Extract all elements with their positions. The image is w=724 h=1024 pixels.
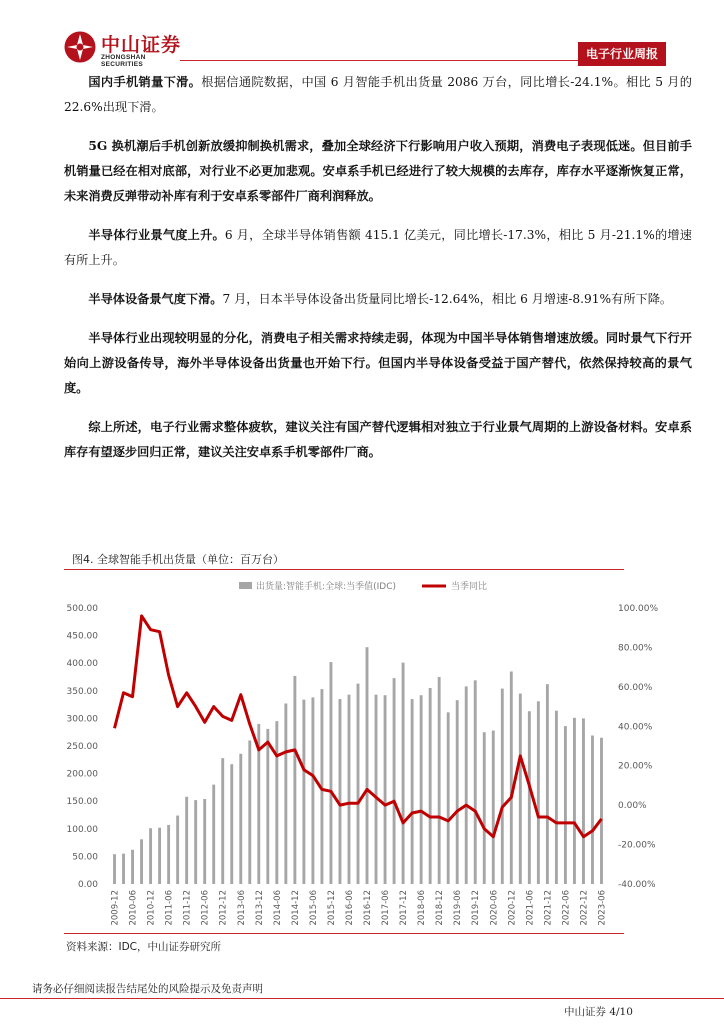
shipment-bar (239, 754, 242, 884)
shipment-bar (420, 695, 423, 884)
shipment-bar (248, 740, 251, 884)
x-axis-tick-label: 2010-12 (146, 890, 157, 926)
source-divider (64, 933, 624, 934)
shipment-bar (311, 697, 314, 884)
left-axis-tick-label: 100.00 (66, 824, 98, 835)
chart-svg (64, 572, 659, 932)
x-axis-tick-label: 2014-12 (290, 890, 301, 926)
shipment-bar (375, 695, 378, 884)
paragraph (64, 134, 692, 209)
shipment-bar (384, 695, 387, 884)
shipment-bar (185, 797, 188, 884)
legend-swatch-bar (239, 582, 252, 589)
shipment-bar (302, 700, 305, 884)
right-axis-tick-label: 20.00% (618, 761, 653, 772)
x-axis-tick-label: 2013-12 (254, 890, 265, 926)
shipment-bar (194, 800, 197, 884)
shipment-bar (122, 854, 125, 884)
shipment-bar (176, 816, 179, 884)
shipment-bar (330, 662, 333, 884)
x-axis-tick-label: 2022-12 (579, 890, 590, 926)
x-axis-tick-label: 2009-12 (110, 890, 121, 926)
paragraph-lead: 5G 换机潮后手机创新放缓抑制换机需求，叠加全球经济下行影响用户收入预期，消费电子表现低迷。但目前手机销量已经在相对底部，对行业不必更加悲观。安卓系手机已经进行了较大规模的去库存，库存水平逐渐恢复正常，未来消费反弹带动补库有利于安卓系零部件厂商利润释放。 (64, 139, 692, 203)
shipment-bar (348, 695, 351, 884)
logo-mark-icon (64, 31, 96, 63)
footer-divider (0, 998, 724, 999)
shipment-bar (582, 718, 585, 884)
x-axis-tick-label: 2022-06 (561, 890, 572, 926)
left-axis-tick-label: 350.00 (66, 686, 98, 697)
shipment-bar (456, 700, 459, 884)
paragraph-text: 7 月，日本半导体设备出货量同比增长-12.64%，相比 6 月增速-8.91%有所下降。 (222, 292, 673, 306)
page-number: 中山证券 4/10 (564, 1006, 633, 1018)
x-axis-tick-label: 2016-06 (344, 890, 355, 926)
shipment-bar (555, 711, 558, 884)
paragraph-lead: 半导体设备景气度下滑。 (88, 292, 223, 306)
shipment-bar (275, 721, 278, 884)
x-axis-tick-label: 2011-06 (164, 890, 175, 926)
shipment-bar (149, 828, 152, 884)
right-axis-tick-label: 40.00% (618, 722, 653, 733)
x-axis-tick-label: 2013-06 (236, 890, 247, 926)
brand-name-en: ZHONGSHAN SECURITIES (101, 54, 146, 68)
shipment-bar (492, 731, 495, 884)
shipment-bar (366, 647, 369, 884)
page-header (0, 0, 724, 70)
figure-divider (64, 569, 624, 570)
shipment-bar (339, 699, 342, 884)
x-axis-tick-label: 2021-12 (543, 890, 554, 926)
right-axis-tick-label: 60.00% (618, 682, 653, 693)
shipment-bar (140, 839, 143, 884)
figure-source: 资料来源：IDC，中山证券研究所 (66, 941, 222, 953)
paragraph-text: 6 月，全球半导体销售额 415.1 亿美元，同比增长-17.3%，相比 5 月-21.1%的增速有所上升。 (64, 228, 692, 267)
disclaimer: 请务必仔细阅读报告结尾处的风险提示及免责声明 (32, 983, 263, 995)
x-axis-tick-label: 2017-12 (399, 890, 410, 926)
shipment-bar (221, 758, 224, 884)
left-axis-tick-label: 450.00 (66, 631, 98, 642)
shipment-bar (203, 799, 206, 884)
shipment-bar (402, 663, 405, 884)
shipment-bar (483, 732, 486, 884)
left-axis-tick-label: 150.00 (66, 797, 98, 808)
right-axis-tick-label: 80.00% (618, 643, 653, 654)
shipment-bar (600, 738, 603, 884)
x-axis-tick-label: 2018-06 (417, 890, 428, 926)
report-body (64, 70, 692, 479)
x-axis-tick-label: 2015-12 (326, 890, 337, 926)
brand-name-cn: 中山证券 (101, 34, 182, 56)
paragraph-lead: 综上所述，电子行业需求整体疲软，建议关注有国产替代逻辑相对独立于行业景气周期的上游设备材料。安卓系库存有望逐步回归正常，建议关注安卓系手机零部件厂商。 (64, 420, 692, 459)
shipment-bar (411, 699, 414, 884)
shipment-bar (429, 688, 432, 884)
shipment-bar (537, 701, 540, 884)
shipment-bar (131, 850, 134, 884)
shipment-bar (230, 764, 233, 884)
x-axis-tick-label: 2021-06 (525, 890, 536, 926)
x-axis-tick-label: 2018-12 (435, 890, 446, 926)
shipment-bar (528, 711, 531, 884)
shipment-bar (284, 703, 287, 884)
x-axis-tick-label: 2020-12 (507, 890, 518, 926)
x-axis-tick-label: 2011-12 (182, 890, 193, 926)
paragraph (64, 287, 692, 312)
right-axis-tick-label: -40.00% (618, 880, 656, 890)
x-axis-tick-label: 2019-06 (453, 890, 464, 926)
header-divider (180, 60, 578, 61)
smartphone-shipments-chart (64, 572, 659, 932)
x-axis-tick-label: 2010-06 (128, 890, 139, 926)
x-axis-tick-label: 2016-12 (363, 890, 374, 926)
shipment-bar (510, 671, 513, 884)
x-axis-tick-label: 2014-06 (272, 890, 283, 926)
shipment-bar (591, 736, 594, 884)
paragraph (64, 70, 692, 120)
shipment-bar (438, 677, 441, 884)
figure-caption: 图4. 全球智能手机出货量（单位：百万台） (72, 553, 284, 566)
shipment-bar (465, 686, 468, 884)
shipment-bar (212, 785, 215, 884)
shipment-bar (501, 689, 504, 884)
shipment-bar (167, 825, 170, 884)
x-axis-tick-label: 2023-06 (597, 890, 608, 926)
x-axis-tick-label: 2020-06 (489, 890, 500, 926)
left-axis-tick-label: 200.00 (66, 769, 98, 780)
left-axis-tick-label: 400.00 (66, 659, 98, 670)
shipment-bar (293, 676, 296, 884)
paragraph-text: 根据信通院数据，中国 6 月智能手机出货量 2086 万台，同比增长-24.1%。相比 5 月的 22.6%出现下滑。 (64, 75, 692, 114)
left-axis-tick-label: 0.00 (77, 880, 98, 890)
shipment-bar (393, 678, 396, 884)
x-axis-tick-label: 2012-12 (218, 890, 229, 926)
shipment-bar (113, 854, 116, 884)
right-axis-tick-label: 0.00% (618, 801, 647, 812)
paragraph-lead: 国内手机销量下滑。 (88, 75, 202, 89)
left-axis-tick-label: 300.00 (66, 714, 98, 725)
left-axis-tick-label: 250.00 (66, 742, 98, 752)
legend-label: 当季同比 (451, 582, 488, 592)
x-axis-tick-label: 2019-12 (471, 890, 482, 926)
x-axis-tick-label: 2017-06 (381, 890, 392, 926)
shipment-bar (266, 729, 269, 884)
right-axis-tick-label: -20.00% (618, 840, 656, 851)
paragraph (64, 326, 692, 401)
right-axis-tick-label: 100.00% (618, 604, 659, 614)
section-tag: 电子行业周报 (578, 42, 666, 66)
left-axis-tick-label: 500.00 (66, 604, 98, 614)
paragraph-lead: 半导体行业出现较明显的分化，消费电子相关需求持续走弱，体现为中国半导体销售增速放缓。同时景气下行开始向上游设备传导，海外半导体设备出货量也开始下行。但国内半导体设备受益于国产替代，依然保持较高的景气度。 (64, 331, 692, 395)
left-axis-tick-label: 50.00 (72, 852, 98, 863)
shipment-bar (546, 684, 549, 884)
paragraph (64, 223, 692, 273)
legend-label: 出货量:智能手机:全球:当季值(IDC) (256, 582, 396, 592)
paragraph-lead: 半导体行业景气度上升。 (88, 228, 225, 242)
x-axis-tick-label: 2012-06 (200, 890, 211, 926)
shipment-bar (158, 828, 161, 884)
shipment-bar (357, 684, 360, 884)
paragraph (64, 415, 692, 465)
shipment-bar (573, 718, 576, 884)
shipment-bar (564, 726, 567, 884)
x-axis-tick-label: 2015-06 (308, 890, 319, 926)
company-logo (64, 30, 184, 70)
shipment-bar (447, 712, 450, 884)
shipment-bar (519, 694, 522, 884)
shipment-bar (474, 680, 477, 884)
